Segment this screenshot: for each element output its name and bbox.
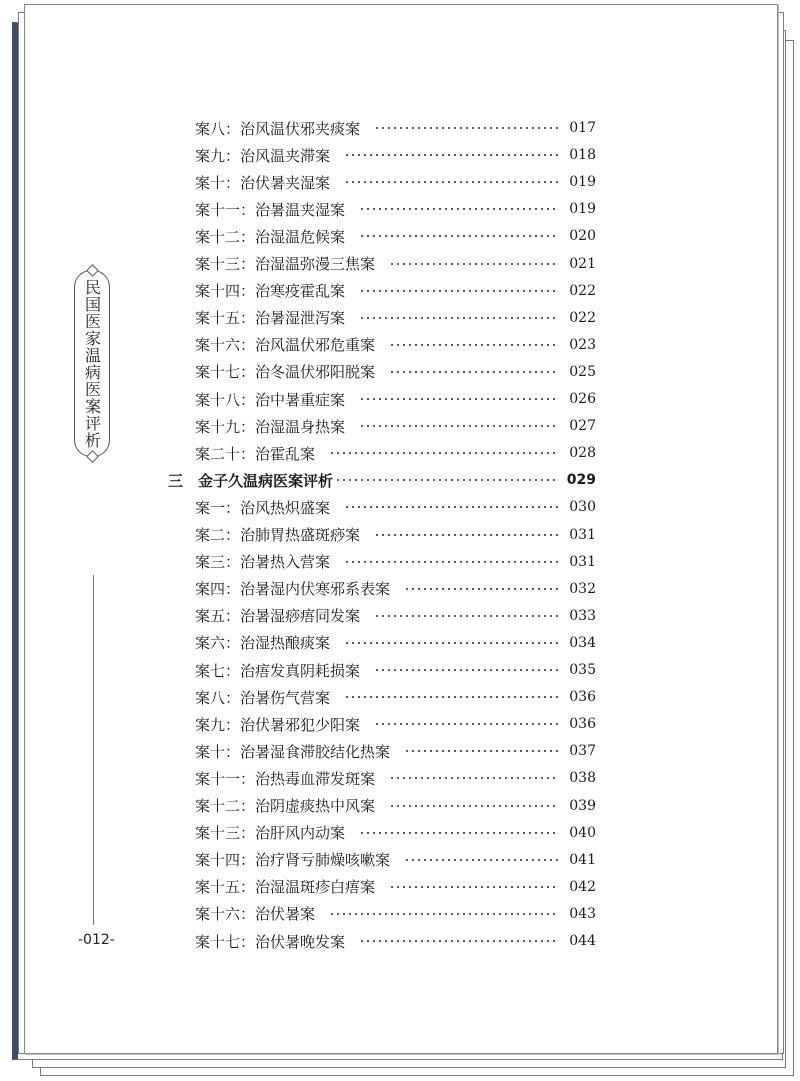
- toc-dot-leader: [335, 478, 557, 482]
- toc-entry[interactable]: [195, 334, 596, 356]
- toc-dot-leader: [344, 505, 559, 509]
- toc-entry-title: 案一：治风热炽盛案: [195, 498, 331, 517]
- toc-entry-title: 案十一：治热毒血滞发斑案: [195, 769, 376, 788]
- toc-page-number: 023: [569, 336, 596, 353]
- toc-entry-title: 案十四：治疗肾亏肺燥咳嗽案: [195, 851, 391, 870]
- toc-page-number: 044: [569, 933, 596, 949]
- toc-page-number: 038: [569, 770, 596, 787]
- toc-entry[interactable]: [195, 713, 596, 735]
- toc-page-number: 019: [569, 174, 596, 191]
- toc-page-number: 042: [569, 878, 596, 895]
- running-title-frame: [74, 270, 110, 457]
- toc-page-number: 028: [569, 445, 596, 462]
- toc-entry-title: 案十一：治暑温夹湿案: [195, 200, 346, 219]
- toc-entry-title: 案十六：治伏暑案: [195, 905, 316, 924]
- toc-entry[interactable]: [195, 795, 596, 817]
- toc-entry[interactable]: [195, 578, 596, 600]
- toc-dot-leader: [389, 804, 559, 808]
- toc-page-number: 039: [569, 797, 596, 814]
- toc-page-number: 043: [569, 905, 596, 922]
- toc-dot-leader: [359, 207, 559, 211]
- toc-entry-title: 案十三：治湿温弥漫三焦案: [195, 255, 376, 273]
- toc-entry[interactable]: [195, 117, 596, 139]
- toc-dot-leader: [374, 668, 559, 672]
- toc-dot-leader: [359, 397, 559, 401]
- toc-dot-leader: [374, 722, 559, 726]
- toc-page-number: 040: [569, 824, 596, 841]
- toc-dot-leader: [389, 262, 559, 266]
- toc-dot-leader: [359, 316, 559, 320]
- toc-entry[interactable]: [195, 496, 596, 518]
- toc-entry[interactable]: [195, 686, 596, 708]
- toc-page-number: 029: [566, 472, 596, 489]
- toc-entry-title: 案二十：治霍乱案: [195, 444, 316, 463]
- toc-entry[interactable]: [195, 442, 596, 464]
- toc-dot-leader: [359, 424, 559, 428]
- toc-entry-title: 案十三：治肝风内动案: [195, 824, 346, 843]
- toc-entry-title: 案三：治暑热入营案: [195, 553, 331, 572]
- toc-page-number: 017: [569, 120, 596, 136]
- toc-entry[interactable]: [195, 740, 596, 762]
- toc-entry-title: 案十九：治湿温身热案: [195, 417, 346, 436]
- running-title: 民国医家温病医案评析: [82, 278, 102, 449]
- toc-dot-leader: [329, 451, 559, 455]
- toc-entry-title: 案二：治肺胃热盛斑痧案: [195, 526, 361, 544]
- toc-page-number: 036: [569, 689, 596, 706]
- toc-dot-leader: [359, 289, 559, 293]
- toc-page-number: 031: [569, 526, 596, 543]
- toc-entry-title: 案五：治暑湿痧痦同发案: [195, 607, 361, 626]
- toc-page-number: 032: [569, 580, 596, 597]
- toc-dot-leader: [344, 560, 559, 564]
- toc-entry[interactable]: [195, 361, 596, 383]
- toc-page-number: 030: [569, 499, 596, 516]
- toc-dot-leader: [389, 370, 559, 374]
- toc-dot-leader: [404, 749, 559, 753]
- toc-dot-leader: [374, 614, 559, 618]
- toc-entry[interactable]: [195, 822, 596, 844]
- toc-dot-leader: [359, 234, 559, 238]
- toc-page-number: 021: [569, 255, 596, 272]
- toc-entry-title: 案九：治风温夹滞案: [195, 146, 331, 165]
- toc-entry[interactable]: [195, 144, 596, 166]
- toc-entry-title: 案七：治痦发真阴耗损案: [195, 661, 361, 680]
- toc-entry-title: 金子久温病医案评析: [198, 471, 334, 490]
- toc-page-number: 035: [569, 662, 596, 678]
- toc-entry-title: 案八：治风温伏邪夹痰案: [195, 119, 361, 138]
- toc-entry[interactable]: [195, 903, 596, 925]
- toc-entry[interactable]: [195, 632, 596, 654]
- toc-page-number: 034: [569, 634, 596, 651]
- toc-entry-title: 案十二：治湿温危候案: [195, 227, 346, 246]
- toc-dot-leader: [359, 831, 559, 835]
- toc-page-number: 031: [569, 553, 596, 570]
- toc-entry[interactable]: [195, 307, 596, 329]
- toc-entry-title: 案十五：治暑湿泄泻案: [195, 309, 346, 328]
- toc-page-number: 018: [569, 147, 596, 164]
- toc-dot-leader: [374, 533, 559, 537]
- toc-entry-title: 案十八：治中暑重症案: [195, 390, 346, 409]
- toc-page-number: 025: [569, 363, 596, 380]
- toc-entry[interactable]: [195, 876, 596, 898]
- toc-entry-title: 案十七：治伏暑晚发案: [195, 932, 346, 951]
- toc-page-number: 026: [569, 391, 596, 407]
- toc-entry[interactable]: [195, 524, 596, 546]
- toc-entry[interactable]: [195, 171, 596, 193]
- toc-entry-title: 案十二：治阴虚痰热中风案: [195, 797, 376, 815]
- toc-page-number: 037: [569, 743, 596, 760]
- toc-dot-leader: [389, 885, 559, 889]
- toc-entry-title: 案六：治湿热酿痰案: [195, 634, 331, 653]
- toc-entry-title: 案十五：治湿温斑疹白痦案: [195, 878, 376, 897]
- toc-entry[interactable]: [195, 280, 596, 302]
- toc-dot-leader: [344, 695, 559, 699]
- toc-page-number: 022: [569, 282, 596, 299]
- toc-page-number: 020: [569, 228, 596, 245]
- toc-entry[interactable]: [195, 388, 596, 410]
- toc-section-number: 三: [168, 471, 184, 490]
- toc-dot-leader: [359, 939, 559, 943]
- toc-entry-title: 案十七：治冬温伏邪阳脱案: [195, 363, 376, 382]
- toc-section-heading[interactable]: [168, 469, 596, 491]
- toc-page-number: 019: [569, 201, 596, 218]
- toc-entry[interactable]: [195, 767, 596, 789]
- toc-entry[interactable]: [195, 659, 596, 681]
- toc-entry[interactable]: [195, 930, 596, 952]
- toc-entry[interactable]: [195, 253, 596, 275]
- toc-entry[interactable]: [195, 551, 596, 573]
- toc-dot-leader: [329, 912, 559, 916]
- toc-entry-title: 案八：治暑伤气营案: [195, 688, 331, 707]
- toc-entry-title: 案十：治暑湿食滞胶结化热案: [195, 742, 391, 761]
- toc-dot-leader: [389, 776, 559, 780]
- toc-entry[interactable]: [195, 605, 596, 627]
- page-number: -012-: [78, 932, 115, 948]
- toc-dot-leader: [389, 343, 559, 347]
- toc-dot-leader: [344, 153, 559, 157]
- toc-entry[interactable]: [195, 225, 596, 247]
- toc-dot-leader: [374, 126, 559, 130]
- toc-page-number: 041: [569, 851, 596, 868]
- toc-entry-title: 案十：治伏暑夹湿案: [195, 173, 331, 192]
- toc-dot-leader: [404, 858, 559, 862]
- toc-page-number: 033: [569, 607, 596, 624]
- toc-entry[interactable]: [195, 198, 596, 220]
- toc-entry-title: 案四：治暑湿内伏寒邪系表案: [195, 580, 391, 599]
- toc-dot-leader: [344, 180, 559, 184]
- toc-dot-leader: [344, 641, 559, 645]
- toc-page-number: 027: [569, 418, 596, 435]
- toc-entry[interactable]: [195, 849, 596, 871]
- toc-entry-title: 案十六：治风温伏邪危重案: [195, 336, 376, 355]
- toc-entry[interactable]: [195, 415, 596, 437]
- toc-page-number: 036: [569, 716, 596, 733]
- toc-page-number: 022: [569, 309, 596, 326]
- toc-dot-leader: [404, 587, 559, 591]
- toc-entry-title: 案十四：治寒疫霍乱案: [195, 282, 346, 301]
- toc-entry-title: 案九：治伏暑邪犯少阳案: [195, 715, 361, 734]
- margin-rule: [93, 575, 94, 925]
